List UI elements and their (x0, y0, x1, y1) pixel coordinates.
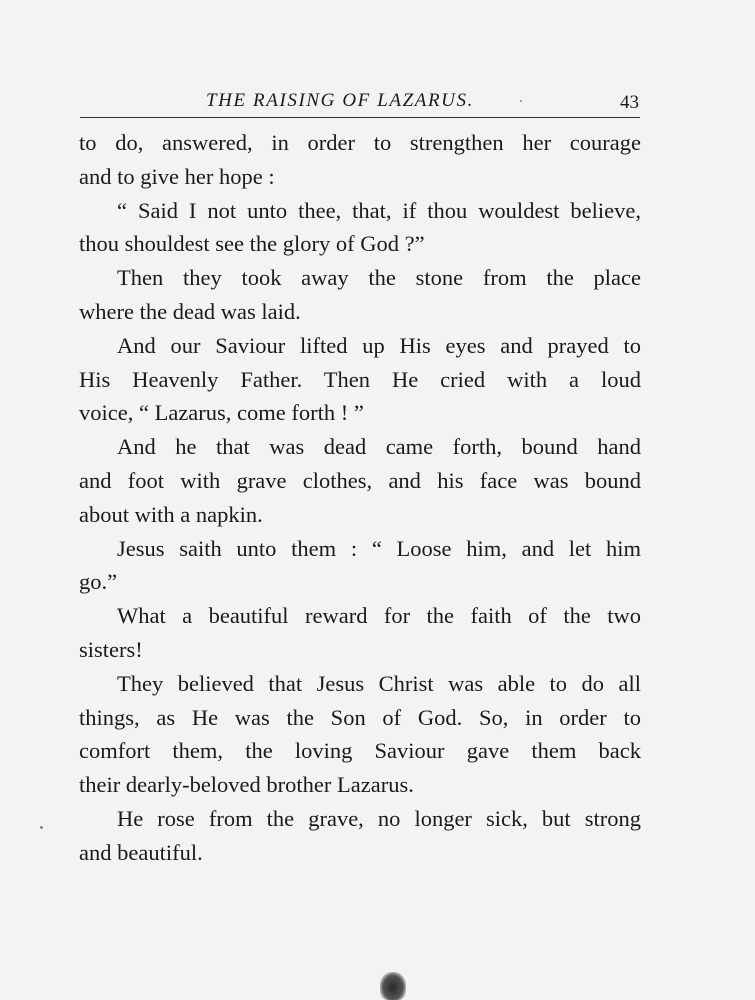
text-line: and beautiful. (79, 839, 203, 865)
paragraph (79, 329, 641, 430)
chapter-title: THE RAISING OF LAZARUS. (206, 90, 474, 111)
paragraph (79, 599, 641, 667)
paper-speck (40, 826, 43, 829)
text-line: Jesus saith unto them : “ Loose him, and let him (117, 535, 641, 561)
paragraph (79, 802, 641, 870)
text-line: Then they took away the stone from the place (117, 265, 641, 291)
running-head (80, 86, 640, 118)
paragraph (79, 261, 641, 329)
header-rule (80, 117, 640, 118)
text-line: And he that was dead came forth, bound hand (117, 434, 641, 460)
paragraph (79, 126, 641, 194)
text-line: “ Said I not unto thee, that, if thou wouldest believe, (117, 197, 641, 223)
paragraph (79, 532, 641, 600)
text-line: sisters! (79, 636, 143, 662)
body-text (79, 126, 641, 870)
paragraph (79, 430, 641, 531)
text-line: thou shouldest see the glory of God ?” (79, 231, 425, 257)
text-line: They believed that Jesus Christ was able to do all (117, 670, 641, 696)
text-line: His Heavenly Father. Then He cried with a loud (79, 366, 641, 392)
text-line: where the dead was laid. (79, 298, 301, 324)
paragraph (79, 667, 641, 802)
text-line: go.” (79, 569, 118, 595)
text-line: voice, “ Lazarus, come forth ! ” (79, 400, 364, 426)
ink-blot (380, 972, 406, 1000)
text-line: about with a napkin. (79, 501, 263, 527)
text-line: and foot with grave clothes, and his face was bound (79, 467, 641, 493)
text-line: comfort them, the loving Saviour gave them back (79, 738, 641, 764)
text-line: And our Saviour lifted up His eyes and prayed to (117, 332, 641, 358)
text-line: He rose from the grave, no longer sick, but strong (117, 805, 641, 831)
text-line: What a beautiful reward for the faith of the two (117, 603, 641, 629)
text-line: to do, answered, in order to strengthen her courage (79, 130, 641, 155)
text-line: things, as He was the Son of God. So, in order to (79, 704, 641, 730)
text-line: and to give her hope : (79, 163, 275, 189)
page-number: 43 (620, 92, 639, 113)
text-line: their dearly-beloved brother Lazarus. (79, 772, 414, 798)
paragraph (79, 194, 641, 262)
paper-speck (520, 100, 522, 102)
